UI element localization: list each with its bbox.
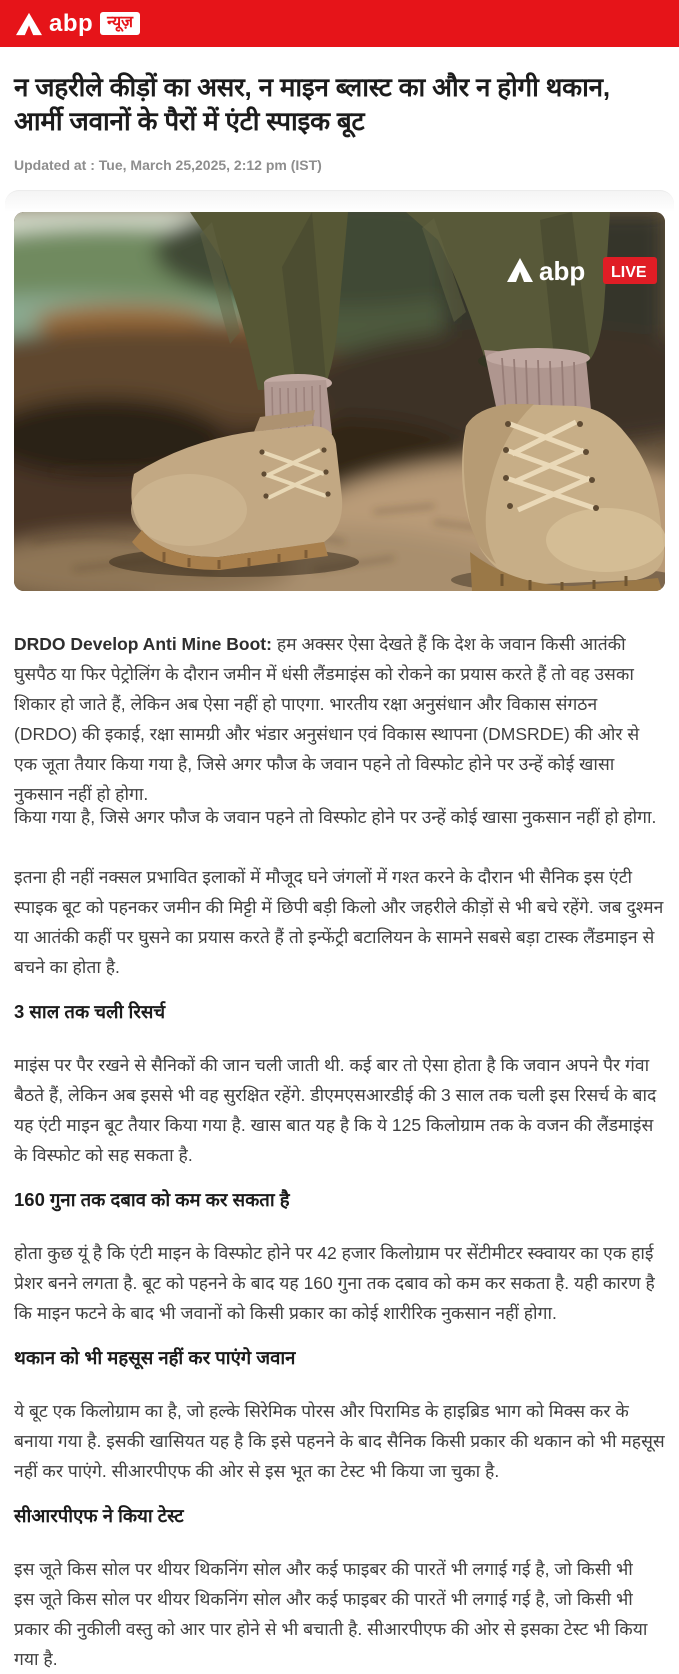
abp-news-logo[interactable] — [16, 9, 140, 37]
paragraph-sole: इस जूते किस सोल पर थीयर थिकनिंग सोल और कई फाइबर की पारतें भी लगाई गई है, जो किसी भी प्रकार की नुकीली वस्तु को आर पार होने से भी बचाती है. सीआरपीएफ की ओर से इसका टेस्ट भी किया गया है. — [14, 1589, 648, 1669]
lead-bold-label: DRDO Develop Anti Mine Boot: — [14, 634, 272, 654]
paragraph-naxal-areas: इतना ही नहीं नक्सल प्रभावित इलाकों में मौजूद घने जंगलों में गश्त करने के दौरान भी सैनिक इस एंटी स्पाइक बूट को पहनकर जमीन की मिट्टी में छिपी बड़ी किलो और जहरीले कीड़ों से भी बचे रहेंगे. जब दुश्मन या आतंकी कहीं पर घुसने का प्रयास करते हैं तो इन्फेंट्री बटालियन के सामने सबसे बड़ा टास्क लैंडमाइन से बचने का होता है. — [14, 867, 664, 977]
watermark-abp-text: abp — [539, 256, 586, 286]
article-title: न जहरीले कीड़ों का असर, न माइन ब्लास्ट का और न होगी थकान, आर्मी जवानों के पैरों में एंटी स्पाइक बूट — [14, 72, 610, 136]
paragraph-lead — [14, 629, 665, 809]
updated-timestamp: Updated at : Tue, March 25,2025, 2:12 pm (IST) — [14, 157, 322, 173]
article-body — [0, 629, 679, 1674]
abp-triangle-icon — [16, 12, 42, 36]
article-page — [0, 70, 679, 1674]
brand-news-badge: न्यूज़ — [100, 12, 140, 35]
hero-illustration — [14, 212, 665, 591]
hero-image — [14, 212, 665, 591]
brand-abp-text: abp — [49, 9, 94, 37]
heading-fatigue: थकान को भी महसूस नहीं कर पाएंगे जवान — [14, 1347, 296, 1368]
heading-crpf-test: सीआरपीएफ ने किया टेस्ट — [14, 1505, 184, 1526]
app-header — [0, 0, 679, 47]
lead-text: हम अक्सर ऐसा देखते हैं कि देश के जवान किसी आतंकी घुसपैठ या फिर पेट्रोलिंग के दौरान जमीन में धंसी लैंडमाइंस को रोकने का प्रयास करते हैं तो वह उसका शिकार हो जाते हैं, लेकिन अब ऐसा नहीं हो पाएगा. भारतीय रक्षा अनुसंधान और विकास संगठन (DRDO) की इकाई, रक्षा सामग्री और भंडार अनुसंधान एवं विकास स्थापना (DMSRDE) की ओर से एक जूता तैयार किया गया है, जिसे अगर फौज के जवान पहने तो विस्फोट होने पर उन्हें कोई खासा नुकसान नहीं हो होगा. — [14, 634, 640, 804]
heading-pressure: 160 गुना तक दबाव को कम कर सकता है — [14, 1189, 290, 1210]
watermark-live-text: LIVE — [611, 264, 647, 281]
heading-research: 3 साल तक चली रिसर्च — [14, 1001, 166, 1022]
paragraph-research: माइंस पर पैर रखने से सैनिकों की जान चली जाती थी. कई बार तो ऐसा होता है कि जवान अपने पैर गंवा बैठते हैं, लेकिन अब इससे भी वह सुरक्षित रहेंगे. डीएमएसआरडीई की 3 साल तक चली इस रिसर्च के बाद यह एंटी माइन बूट तैयार किया गया है. खास बात यह है कि ये 125 किलोग्राम तक के वजन की लैंडमाइंस के विस्फोट को सह सकता है. — [14, 1055, 657, 1165]
content-card-divider — [5, 190, 674, 212]
paragraph-duplicate-line: किया गया है, जिसे अगर फौज के जवान पहने तो विस्फोट होने पर उन्हें कोई खासा नुकसान नहीं हो होगा. — [14, 807, 657, 827]
paragraph-pressure: होता कुछ यूं है कि एंटी माइन के विस्फोट होने पर 42 हजार किलोग्राम पर सेंटीमीटर स्क्वायर का एक हाई प्रेशर बनने लगता है. बूट को पहनने के बाद यह 160 गुना तक दबाव को कम कर सकता है. यही कारण है कि माइन फटने के बाद भी जवानों को किसी प्रकार का कोई शारीरिक नुकसान नहीं होगा. — [14, 1243, 655, 1323]
paragraph-fatigue: ये बूट एक किलोग्राम का है, जो हल्के सिरेमिक पोरस और पिरामिड के हाइब्रिड भाग को मिक्स कर के बनाया गया है. इसकी खासियत यह है कि इसे पहनने के बाद सैनिक किसी प्रकार की थकान को भी महसूस नहीं कर पाएंगे. सीआरपीएफ की ओर से इस भूत का टेस्ट भी किया जा चुका है. — [14, 1401, 665, 1481]
paragraph-sole-artifact-line: इस जूते किस सोल पर थीयर थिकनिंग सोल और कई फाइबर की पारतें भी लगाई गई है, जो किसी भी — [14, 1559, 633, 1579]
